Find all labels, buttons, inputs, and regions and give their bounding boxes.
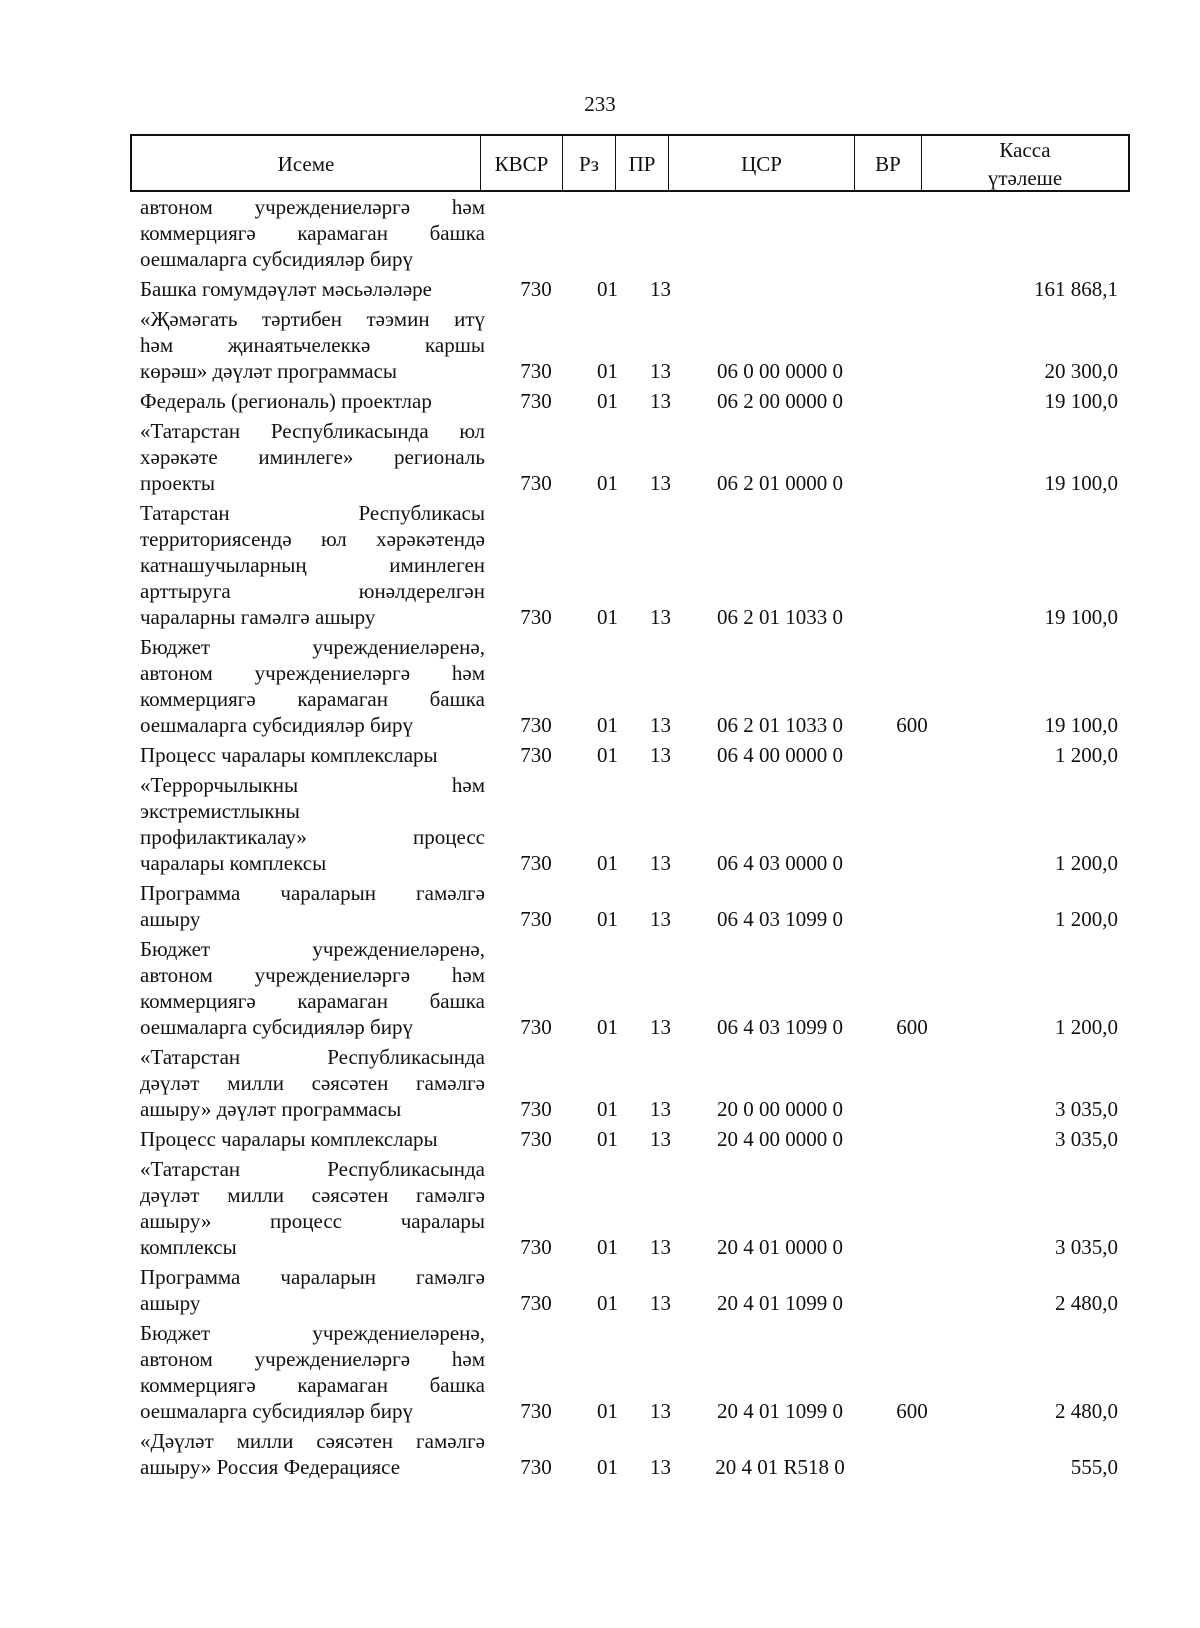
- row-name: [140, 276, 485, 302]
- row-kvsr: 730: [520, 389, 552, 413]
- table-row: [0, 742, 1200, 768]
- row-name: [140, 1126, 485, 1152]
- row-kvsr: 730: [520, 851, 552, 875]
- row-rz: 01: [597, 471, 618, 495]
- row-name-line: оешмаларга субсидияләр бирү: [140, 713, 413, 737]
- row-pr: 13: [650, 907, 671, 931]
- row-amount: 19 100,0: [1044, 605, 1118, 629]
- row-csr: 06 4 03 1099 0: [717, 907, 843, 931]
- row-name-line: Программа чараларын гамәлгә: [140, 881, 485, 905]
- row-name: [140, 1156, 485, 1260]
- header-kvsr: КВСР: [481, 136, 563, 192]
- row-name-line: Татарстан Республикасы: [140, 501, 485, 525]
- row-name: [140, 634, 485, 738]
- row-rz: 01: [597, 1291, 618, 1315]
- row-csr: 06 2 01 1033 0: [717, 605, 843, 629]
- row-name-line: «Татарстан Республикасында: [140, 1157, 485, 1181]
- row-csr: 20 4 01 R518 0: [715, 1455, 845, 1479]
- row-rz: 01: [597, 1097, 618, 1121]
- row-amount: 19 100,0: [1044, 471, 1118, 495]
- row-amount: 20 300,0: [1044, 359, 1118, 383]
- row-name: [140, 500, 485, 630]
- row-csr: 20 4 01 0000 0: [717, 1235, 843, 1259]
- row-amount: 2 480,0: [1055, 1291, 1118, 1315]
- row-pr: 13: [650, 851, 671, 875]
- row-kvsr: 730: [520, 1399, 552, 1423]
- row-kvsr: 730: [520, 1015, 552, 1039]
- row-pr: 13: [650, 277, 671, 301]
- table-row: [0, 880, 1200, 932]
- row-amount: 161 868,1: [1034, 277, 1118, 301]
- row-name: [140, 388, 485, 414]
- table-row: [0, 194, 1200, 272]
- row-name-line: «Җәмәгать тәртибен тәэмин итү: [140, 307, 485, 331]
- row-name: [140, 1428, 485, 1480]
- header-rz: Рз: [563, 136, 616, 192]
- row-amount: 1 200,0: [1055, 851, 1118, 875]
- row-name-line: «Дәүләт милли сәясәтен гамәлгә: [140, 1429, 485, 1453]
- header-pr: ПР: [616, 136, 669, 192]
- header-amount-line2: үтәлеше: [987, 166, 1063, 190]
- row-pr: 13: [650, 1097, 671, 1121]
- row-name-line: оешмаларга субсидияләр бирү: [140, 1015, 413, 1039]
- row-vr: 600: [896, 1399, 928, 1423]
- row-amount: 19 100,0: [1044, 713, 1118, 737]
- row-name-line: «Татарстан Республикасында: [140, 1045, 485, 1069]
- row-name-line: катнашучыларның иминлеген: [140, 553, 485, 577]
- row-name-line: ашыру» дәүләт программасы: [140, 1097, 402, 1121]
- row-kvsr: 730: [520, 471, 552, 495]
- row-kvsr: 730: [520, 713, 552, 737]
- row-csr: 06 4 03 0000 0: [717, 851, 843, 875]
- row-kvsr: 730: [520, 1291, 552, 1315]
- row-name-line: Федераль (региональ) проектлар: [140, 389, 432, 413]
- table-row: [0, 1264, 1200, 1316]
- row-name-line: һәм җинаятьчелеккә каршы: [140, 333, 485, 357]
- row-name-line: ашыру: [140, 907, 201, 931]
- row-name: [140, 194, 485, 272]
- table-row: [0, 388, 1200, 414]
- row-name: [140, 1320, 485, 1424]
- row-name-line: автоном учреждениеләргә һәм: [140, 963, 485, 987]
- row-name: [140, 936, 485, 1040]
- table-row: [0, 634, 1200, 738]
- row-rz: 01: [597, 277, 618, 301]
- row-csr: 06 2 00 0000 0: [717, 389, 843, 413]
- header-amount: [922, 136, 1128, 192]
- row-pr: 13: [650, 743, 671, 767]
- row-pr: 13: [650, 389, 671, 413]
- row-rz: 01: [597, 713, 618, 737]
- row-name-line: Бюджет учреждениеләренә,: [140, 635, 485, 659]
- row-name-line: Башка гомумдәүләт мәсьәләләре: [140, 277, 432, 301]
- row-name-line: ашыру» процесс чаралары: [140, 1209, 485, 1233]
- row-name: [140, 742, 485, 768]
- row-name-line: комплексы: [140, 1235, 237, 1259]
- row-csr: 06 2 01 1033 0: [717, 713, 843, 737]
- row-name-line: ашыру» Россия Федерациясе: [140, 1455, 401, 1479]
- row-kvsr: 730: [520, 1097, 552, 1121]
- table-row: [0, 500, 1200, 630]
- row-rz: 01: [597, 389, 618, 413]
- table-row: [0, 418, 1200, 496]
- row-kvsr: 730: [520, 1455, 552, 1479]
- row-rz: 01: [597, 743, 618, 767]
- row-csr: 20 4 01 1099 0: [717, 1291, 843, 1315]
- row-pr: 13: [650, 1455, 671, 1479]
- table-body: [0, 194, 1200, 1484]
- row-pr: 13: [650, 1235, 671, 1259]
- row-amount: 3 035,0: [1055, 1127, 1118, 1151]
- row-pr: 13: [650, 1127, 671, 1151]
- row-rz: 01: [597, 1015, 618, 1039]
- row-rz: 01: [597, 907, 618, 931]
- row-name-line: дәүләт милли сәясәтен гамәлгә: [140, 1183, 485, 1207]
- row-name-line: чаралары комплексы: [140, 851, 327, 875]
- table-header: [130, 134, 1130, 192]
- row-kvsr: 730: [520, 359, 552, 383]
- row-csr: 20 4 00 0000 0: [717, 1127, 843, 1151]
- row-csr: 06 0 00 0000 0: [717, 359, 843, 383]
- row-name-line: профилактикалау» процесс: [140, 825, 485, 849]
- row-name-line: дәүләт милли сәясәтен гамәлгә: [140, 1071, 485, 1095]
- row-name-line: Процесс чаралары комплекслары: [140, 1127, 438, 1151]
- row-name-line: автоном учреждениеләргә һәм: [140, 1347, 485, 1371]
- row-kvsr: 730: [520, 907, 552, 931]
- row-name-line: автоном учреждениеләргә һәм: [140, 661, 485, 685]
- table-row: [0, 1428, 1200, 1480]
- row-name-line: коммерциягә карамаган башка: [140, 687, 485, 711]
- row-csr: 20 0 00 0000 0: [717, 1097, 843, 1121]
- row-amount: 1 200,0: [1055, 1015, 1118, 1039]
- row-amount: 1 200,0: [1055, 743, 1118, 767]
- row-name-line: оешмаларга субсидияләр бирү: [140, 1399, 413, 1423]
- table-row: [0, 1126, 1200, 1152]
- row-name-line: Процесс чаралары комплекслары: [140, 743, 438, 767]
- row-pr: 13: [650, 713, 671, 737]
- row-name: [140, 418, 485, 496]
- row-name-line: коммерциягә карамаган башка: [140, 1373, 485, 1397]
- table-row: [0, 1320, 1200, 1424]
- row-rz: 01: [597, 851, 618, 875]
- row-name-line: Программа чараларын гамәлгә: [140, 1265, 485, 1289]
- row-pr: 13: [650, 359, 671, 383]
- row-name-line: коммерциягә карамаган башка: [140, 221, 485, 245]
- header-name: Исеме: [132, 136, 481, 192]
- row-name: [140, 306, 485, 384]
- row-kvsr: 730: [520, 1235, 552, 1259]
- row-rz: 01: [597, 1455, 618, 1479]
- row-name-line: арттыруга юнәлдерелгән: [140, 579, 485, 603]
- row-name: [140, 1044, 485, 1122]
- row-name-line: «Террорчылыкны һәм: [140, 773, 485, 797]
- row-pr: 13: [650, 605, 671, 629]
- header-csr: ЦСР: [669, 136, 855, 192]
- row-name-line: коммерциягә карамаган башка: [140, 989, 485, 1013]
- row-rz: 01: [597, 605, 618, 629]
- row-name-line: көрәш» дәүләт программасы: [140, 359, 398, 383]
- row-name-line: проекты: [140, 471, 216, 495]
- row-pr: 13: [650, 471, 671, 495]
- row-rz: 01: [597, 1235, 618, 1259]
- table-row: [0, 1044, 1200, 1122]
- row-pr: 13: [650, 1399, 671, 1423]
- row-amount: 1 200,0: [1055, 907, 1118, 931]
- row-name-line: автоном учреждениеләргә һәм: [140, 195, 485, 219]
- row-kvsr: 730: [520, 743, 552, 767]
- row-amount: 3 035,0: [1055, 1235, 1118, 1259]
- row-amount: 19 100,0: [1044, 389, 1118, 413]
- table-row: [0, 1156, 1200, 1260]
- row-amount: 555,0: [1070, 1455, 1118, 1479]
- row-vr: 600: [896, 1015, 928, 1039]
- row-csr: 06 4 00 0000 0: [717, 743, 843, 767]
- row-name: [140, 1264, 485, 1316]
- row-name: [140, 772, 485, 876]
- row-name-line: экстремистлыкны: [140, 799, 300, 823]
- row-csr: 06 2 01 0000 0: [717, 471, 843, 495]
- row-rz: 01: [597, 1399, 618, 1423]
- row-rz: 01: [597, 359, 618, 383]
- row-name-line: хәрәкәте иминлеге» региональ: [140, 445, 485, 469]
- table-row: [0, 936, 1200, 1040]
- row-pr: 13: [650, 1291, 671, 1315]
- table-row: [0, 306, 1200, 384]
- row-kvsr: 730: [520, 605, 552, 629]
- row-name-line: «Татарстан Республикасында юл: [140, 419, 485, 443]
- header-amount-line1: Касса: [999, 138, 1051, 162]
- header-vr: ВР: [855, 136, 922, 192]
- row-name-line: ашыру: [140, 1291, 201, 1315]
- row-name-line: Бюджет учреждениеләренә,: [140, 937, 485, 961]
- row-kvsr: 730: [520, 277, 552, 301]
- row-pr: 13: [650, 1015, 671, 1039]
- row-name-line: чараларны гамәлгә ашыру: [140, 605, 376, 629]
- row-amount: 2 480,0: [1055, 1399, 1118, 1423]
- row-csr: 20 4 01 1099 0: [717, 1399, 843, 1423]
- table-row: [0, 276, 1200, 302]
- row-rz: 01: [597, 1127, 618, 1151]
- row-kvsr: 730: [520, 1127, 552, 1151]
- row-name-line: Бюджет учреждениеләренә,: [140, 1321, 485, 1345]
- row-vr: 600: [896, 713, 928, 737]
- row-name-line: оешмаларга субсидияләр бирү: [140, 247, 413, 271]
- table-row: [0, 772, 1200, 876]
- page-number: 233: [584, 92, 616, 116]
- row-csr: 06 4 03 1099 0: [717, 1015, 843, 1039]
- row-name: [140, 880, 485, 932]
- row-amount: 3 035,0: [1055, 1097, 1118, 1121]
- row-name-line: территориясендә юл хәрәкәтендә: [140, 527, 485, 551]
